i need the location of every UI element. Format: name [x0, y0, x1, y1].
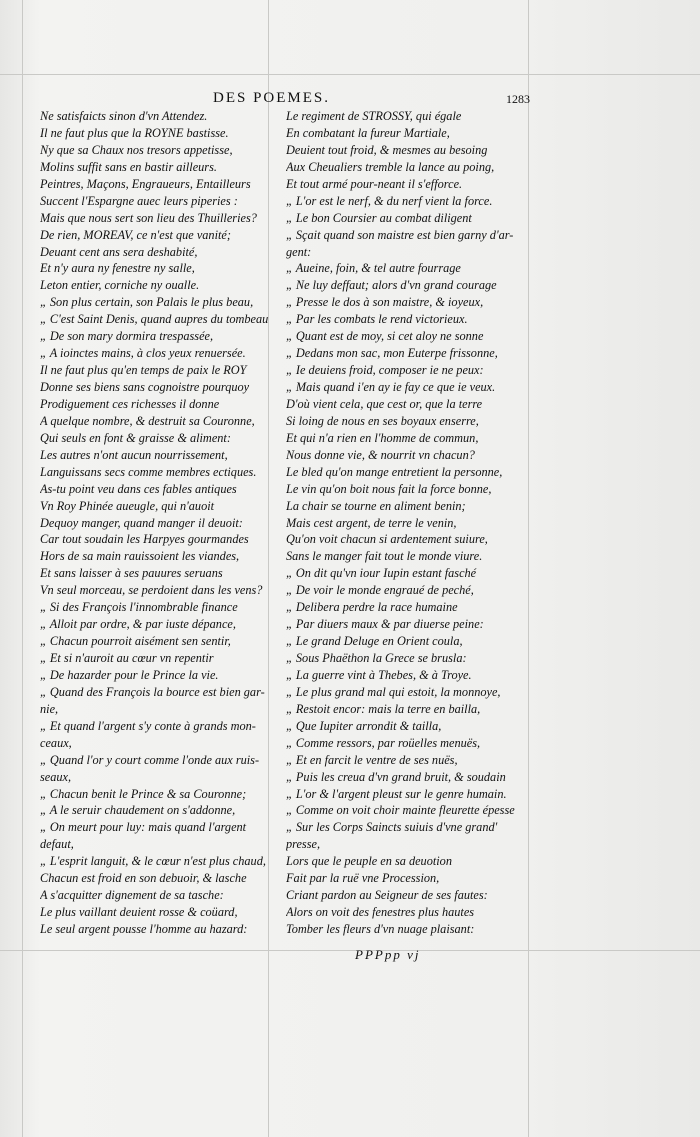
verse-line: Et sans laisser à ses pauures seruans [40, 566, 223, 581]
verse-line: „ Et si n'auroit au cœur vn repentir [40, 651, 214, 665]
verse-line: „ La guerre vint à Thebes, & à Troye. [286, 667, 472, 682]
page-number: 1283 [506, 92, 530, 106]
verse-line: Et tout armé pour-neant il s'efforce. [286, 176, 463, 191]
verse-line: „ Et en farcit le ventre de ses nuës, [286, 752, 458, 767]
verse-line: „ Restoit encor: mais la terre en bailla, [286, 701, 481, 716]
signature-mark: PPPpp vj [355, 947, 421, 962]
verse-line: En combatant la fureur Martiale, [286, 125, 450, 140]
left-column [40, 108, 270, 938]
verse-line: Le regiment de STROSSY, qui égale [286, 109, 462, 123]
verse-line: Qu'on voit chacun si ardentement suiure, [286, 532, 488, 547]
verse-line: „ Par les combats le rend victorieux. [286, 312, 468, 327]
verse-line: Deuant cent ans sera deshabité, [40, 244, 198, 259]
verse-line: „ On meurt pour luy: mais quand l'argent [40, 820, 247, 835]
verse-line: Succent l'Espargne auec leurs piperies : [40, 193, 238, 208]
fold-line-top [0, 74, 700, 75]
verse-line: defaut, [40, 837, 74, 852]
verse-line: Sans le manger fait tout le monde viure. [286, 549, 483, 564]
verse-line: „ Le grand Deluge en Orient coula, [286, 634, 463, 649]
verse-line: Mais que nous sert son lieu des Thuilleries? [40, 210, 257, 225]
verse-line: „ Presse le dos à son maistre, & ioyeux, [286, 295, 484, 310]
verse-line: „ Sous Phaëthon la Grece se brusla: [286, 651, 467, 665]
verse-line: A quelque nombre, & destruit sa Couronne, [40, 413, 255, 428]
verse-line: „ Chacun pourroit aisément sen sentir, [40, 634, 231, 649]
verse-line: presse, [286, 837, 321, 852]
fold-line-left [22, 0, 23, 1137]
verse-line: „ Quand des François la bource est bien gar- [40, 684, 265, 699]
verse-line: De rien, MOREAV, ce n'est que vanité; [40, 227, 231, 242]
verse-line: „ L'esprit languit, & le cœur n'est plus chaud, [40, 854, 266, 869]
verse-line: Ne satisfaicts sinon d'vn Attendez. [40, 109, 208, 123]
verse-line: Si loing de nous en ses boyaux enserre, [286, 413, 479, 428]
verse-line: „ On dit qu'vn iour Iupin estant fasché [286, 566, 477, 581]
verse-line: „ Son plus certain, son Palais le plus beau, [40, 295, 254, 310]
verse-line: „ Ie deuiens froid, composer ie ne peux: [286, 363, 484, 378]
verse-line: „ Par diuers maux & par diuerse peine: [286, 617, 484, 632]
verse-line: „ Chacun benit le Prince & sa Couronne; [40, 786, 247, 801]
verse-line: Et qui n'a rien en l'homme de commun, [286, 430, 479, 445]
verse-line: „ Comme on voit choir mainte fleurette épesse [286, 803, 515, 818]
verse-line: Le seul argent pousse l'homme au hazard: [40, 922, 248, 936]
verse-line: Il ne faut plus qu'en temps de paix le ROY [40, 363, 247, 378]
verse-line: gent: [286, 244, 312, 259]
verse-line: Fait par la ruë vne Procession, [286, 871, 440, 886]
verse-line: Donne ses biens sans cognoistre pourquoy [40, 380, 250, 394]
verse-line: Tomber les fleurs d'vn nuage plaisant: [286, 922, 475, 936]
verse-line: Deuient tout froid, & mesmes au besoing [286, 142, 488, 157]
verse-line: Les autres n'ont aucun nourrissement, [40, 447, 228, 462]
verse-line: La chair se tourne en aliment benin; [286, 498, 466, 513]
verse-line: „ Delibera perdre la race humaine [286, 600, 458, 615]
verse-line: Leton entier, corniche ny oualle. [40, 278, 200, 293]
right-column [286, 108, 526, 938]
verse-line: „ A ioinctes mains, à clos yeux renuersée. [40, 346, 246, 361]
verse-line: Le plus vaillant deuient rosse & coüard, [40, 905, 238, 920]
verse-line: „ Mais quand i'en ay ie fay ce que ie veux. [286, 380, 496, 394]
verse-line: Lors que le peuple en sa deuotion [286, 854, 452, 869]
verse-line: „ Le bon Coursier au combat diligent [286, 210, 472, 225]
verse-line: Le bled qu'on mange entretient la personne, [286, 464, 503, 479]
verse-line: „ C'est Saint Denis, quand aupres du tombeau [40, 312, 269, 327]
verse-line: As-tu point veu dans ces fables antiques [40, 481, 237, 496]
verse-line: Criant pardon au Seigneur de ses fautes: [286, 888, 488, 903]
verse-line: „ Puis les creua d'vn grand bruit, & soudain [286, 769, 506, 784]
verse-line: Dequoy manger, quand manger il deuoit: [40, 515, 243, 530]
verse-line: „ Que Iupiter arrondit & tailla, [286, 718, 442, 733]
verse-line: „ Quand l'or y court comme l'onde aux ruis- [40, 752, 260, 767]
verse-line: Nous donne vie, & nourrit vn chacun? [286, 447, 475, 462]
verse-line: Alors on voit des fenestres plus hautes [286, 905, 475, 920]
verse-line: Chacun est froid en son debuoir, & lasche [40, 871, 247, 886]
fold-line-bottom [0, 950, 700, 951]
verse-line: Prodiguement ces richesses il donne [40, 396, 220, 411]
running-title: DES POEMES. [213, 90, 331, 106]
verse-line: D'où vient cela, que cest or, que la terre [286, 396, 483, 411]
verse-line: „ De son mary dormira trespassée, [40, 329, 214, 344]
verse-line: „ Et quand l'argent s'y conte à grands mon- [40, 718, 256, 733]
page-header [0, 90, 700, 108]
verse-line: „ L'or est le nerf, & du nerf vient la force. [286, 193, 493, 208]
verse-line: Vn Roy Phinée aueugle, qui n'auoit [40, 498, 215, 513]
verse-line: seaux, [40, 769, 72, 784]
verse-line: A s'acquitter dignement de sa tasche: [40, 888, 224, 903]
verse-line: Ny que sa Chaux nos tresors appetisse, [40, 142, 233, 157]
verse-line: Il ne faut plus que la ROYNE bastisse. [40, 125, 229, 140]
verse-line: „ Quant est de moy, si cet aloy ne sonne [286, 329, 484, 344]
verse-line: Et n'y aura ny fenestre ny salle, [40, 261, 195, 276]
fold-line-right [528, 0, 529, 1137]
verse-line: „ Aueine, foin, & tel autre fourrage [286, 261, 461, 276]
verse-line: Hors de sa main rauissoient les viandes, [40, 549, 240, 564]
verse-line: „ Ne luy deffaut; alors d'vn grand courage [286, 278, 497, 293]
verse-line: nie, [40, 701, 59, 716]
verse-line: „ Sçait quand son maistre est bien garny d'ar- [286, 227, 514, 242]
verse-line: Le vin qu'on boit nous fait la force bonne, [286, 481, 492, 496]
verse-line: „ Dedans mon sac, mon Euterpe frissonne, [286, 346, 498, 361]
verse-line: Molins suffit sans en bastir ailleurs. [40, 159, 217, 174]
verse-line: Aux Cheualiers tremble la lance au poing, [286, 159, 495, 174]
verse-line: „ Alloit par ordre, & par iuste dépance, [40, 617, 236, 632]
verse-line: „ Le plus grand mal qui estoit, la monnoye, [286, 684, 501, 699]
verse-line: Peintres, Maçons, Engraueurs, Entailleurs [40, 176, 251, 191]
verse-line: „ Si des François l'innombrable finance [40, 600, 238, 615]
verse-line: „ A le seruir chaudement on s'addonne, [40, 803, 236, 818]
verse-line: Car tout soudain les Harpyes gourmandes [40, 532, 249, 547]
verse-line: Languissans secs comme membres ectiques. [40, 464, 257, 479]
verse-line: „ Comme ressors, par roüelles menuës, [286, 735, 481, 750]
verse-line: ceaux, [40, 735, 72, 750]
verse-line: Vn seul morceau, se perdoient dans les vens? [40, 583, 263, 598]
verse-line: „ De voir le monde engraué de peché, [286, 583, 474, 598]
verse-line: „ De hazarder pour le Prince la vie. [40, 667, 219, 682]
verse-line: „ Sur les Corps Saincts suiuis d'vne grand' [286, 820, 498, 835]
verse-line: Mais cest argent, de terre le venin, [286, 515, 457, 530]
verse-line: „ L'or & l'argent pleust sur le genre humain. [286, 786, 507, 801]
verse-line: Qui seuls en font & graisse & aliment: [40, 430, 231, 445]
